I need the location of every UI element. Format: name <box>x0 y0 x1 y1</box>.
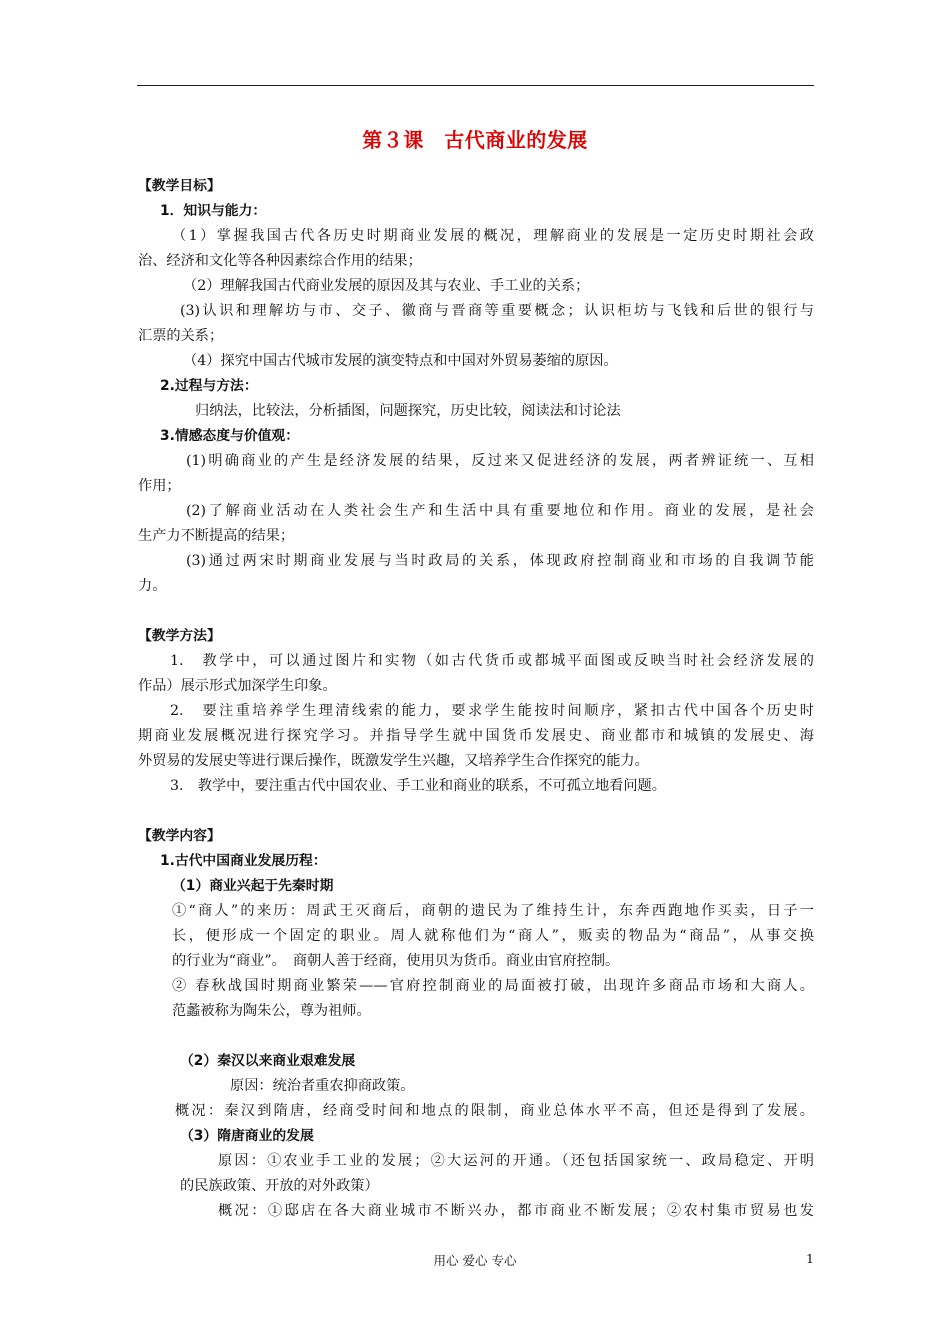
subheading-qin-han: （2）秦汉以来商业艰难发展 <box>180 1053 356 1069</box>
paragraph-line: 外贸易的发展史等进行课后操作，既激发学生兴趣，又培养学生合作探究的能力。 <box>138 753 649 769</box>
paragraph-line: 汇票的关系； <box>138 328 224 344</box>
page-number: 1 <box>806 1251 814 1266</box>
section-heading-methods: 【教学方法】 <box>138 628 221 644</box>
subheading-knowledge: 1．知识与能力： <box>160 203 267 219</box>
page-title: 第３课 古代商业的发展 <box>362 128 588 152</box>
paragraph-line: （2）理解我国古代商业发展的原因及其与农业、手工业的关系； <box>183 278 590 294</box>
paragraph-line: 作品）展示形式加深学生印象。 <box>138 678 337 694</box>
paragraph-line: 作用； <box>138 478 181 494</box>
paragraph-line: 范蠡被称为陶朱公，尊为祖师。 <box>172 1003 371 1019</box>
paragraph-line: 原因：统治者重农抑商政策。 <box>230 1078 415 1094</box>
section-heading-goals: 【教学目标】 <box>138 178 221 194</box>
paragraph-line: 的行业为“商业”。 商朝人善于经商，使用贝为货币。商业由官府控制。 <box>172 953 620 969</box>
paragraph-line: (2)了解商业活动在人类社会生产和生活中具有重要地位和作用。商业的发展，是社会 <box>186 503 814 519</box>
paragraph-line: 期商业发展概况进行探究学习。并指导学生就中国货币发展史、商业都市和城镇的发展史、海 <box>138 728 814 744</box>
paragraph-line: ② 春秋战国时期商业繁荣——官府控制商业的局面被打破，出现许多商品市场和大商人。 <box>172 978 814 994</box>
paragraph-line: 2. 要注重培养学生理清线索的能力，要求学生能按时间顺序，紧扣古代中国各个历史时 <box>170 703 814 719</box>
paragraph-line: 力。 <box>138 578 167 594</box>
paragraph-line: 原因：①农业手工业的发展；②大运河的开通。（还包括国家统一、政局稳定、开明 <box>218 1153 814 1169</box>
paragraph-line: 归纳法，比较法，分析插图，问题探究，历史比较，阅读法和讨论法 <box>195 403 621 419</box>
paragraph-line: 3. 教学中，要注重古代中国农业、手工业和商业的联系，不可孤立地看问题。 <box>170 778 666 794</box>
paragraph-line: 生产力不断提高的结果； <box>138 528 295 544</box>
subheading-process: 2.过程与方法： <box>160 378 258 394</box>
paragraph-line: 概况：秦汉到隋唐，经商受时间和地点的限制，商业总体水平不高，但还是得到了发展。 <box>175 1103 814 1119</box>
subheading-sui-tang: （3）隋唐商业的发展 <box>180 1128 314 1144</box>
paragraph-line: 长，便形成一个固定的职业。周人就称他们为“商人”，贩卖的物品为“商品”，从事交换 <box>172 928 814 944</box>
paragraph-line: （4）探究中国古代城市发展的演变特点和中国对外贸易萎缩的原因。 <box>183 353 618 369</box>
paragraph-line: (1)明确商业的产生是经济发展的结果，反过来又促进经济的发展，两者辨证统一、互相 <box>186 453 814 469</box>
paragraph-line: 概况：①邸店在各大商业城市不断兴办，都市商业不断发展；②农村集市贸易也发 <box>218 1203 814 1219</box>
subheading-history: 1.古代中国商业发展历程： <box>160 853 327 869</box>
paragraph-line: ①“商人”的来历：周武王灭商后，商朝的遗民为了维持生计，东奔西跑地作买卖，日子一 <box>172 903 814 919</box>
header-rule <box>137 85 814 86</box>
paragraph-line: (3)认识和理解坊与市、交子、徽商与晋商等重要概念；认识柜坊与飞钱和后世的银行与 <box>180 303 814 319</box>
paragraph-line: （1）掌握我国古代各历史时期商业发展的概况，理解商业的发展是一定历史时期社会政 <box>172 228 814 244</box>
subheading-emotion: 3.情感态度与价值观： <box>160 428 300 444</box>
paragraph-line: (3)通过两宋时期商业发展与当时政局的关系，体现政府控制商业和市场的自我调节能 <box>186 553 814 569</box>
paragraph-line: 的民族政策、开放的对外政策） <box>180 1178 379 1194</box>
subheading-pre-qin: （1）商业兴起于先秦时期 <box>172 878 334 894</box>
paragraph-line: 治、经济和文化等各种因素综合作用的结果； <box>138 253 422 269</box>
footer-slogan: 用心 爱心 专心 <box>433 1253 517 1268</box>
section-heading-content: 【教学内容】 <box>138 828 221 844</box>
paragraph-line: 1. 教学中，可以通过图片和实物（如古代货币或都城平面图或反映当时社会经济发展的 <box>170 653 814 669</box>
